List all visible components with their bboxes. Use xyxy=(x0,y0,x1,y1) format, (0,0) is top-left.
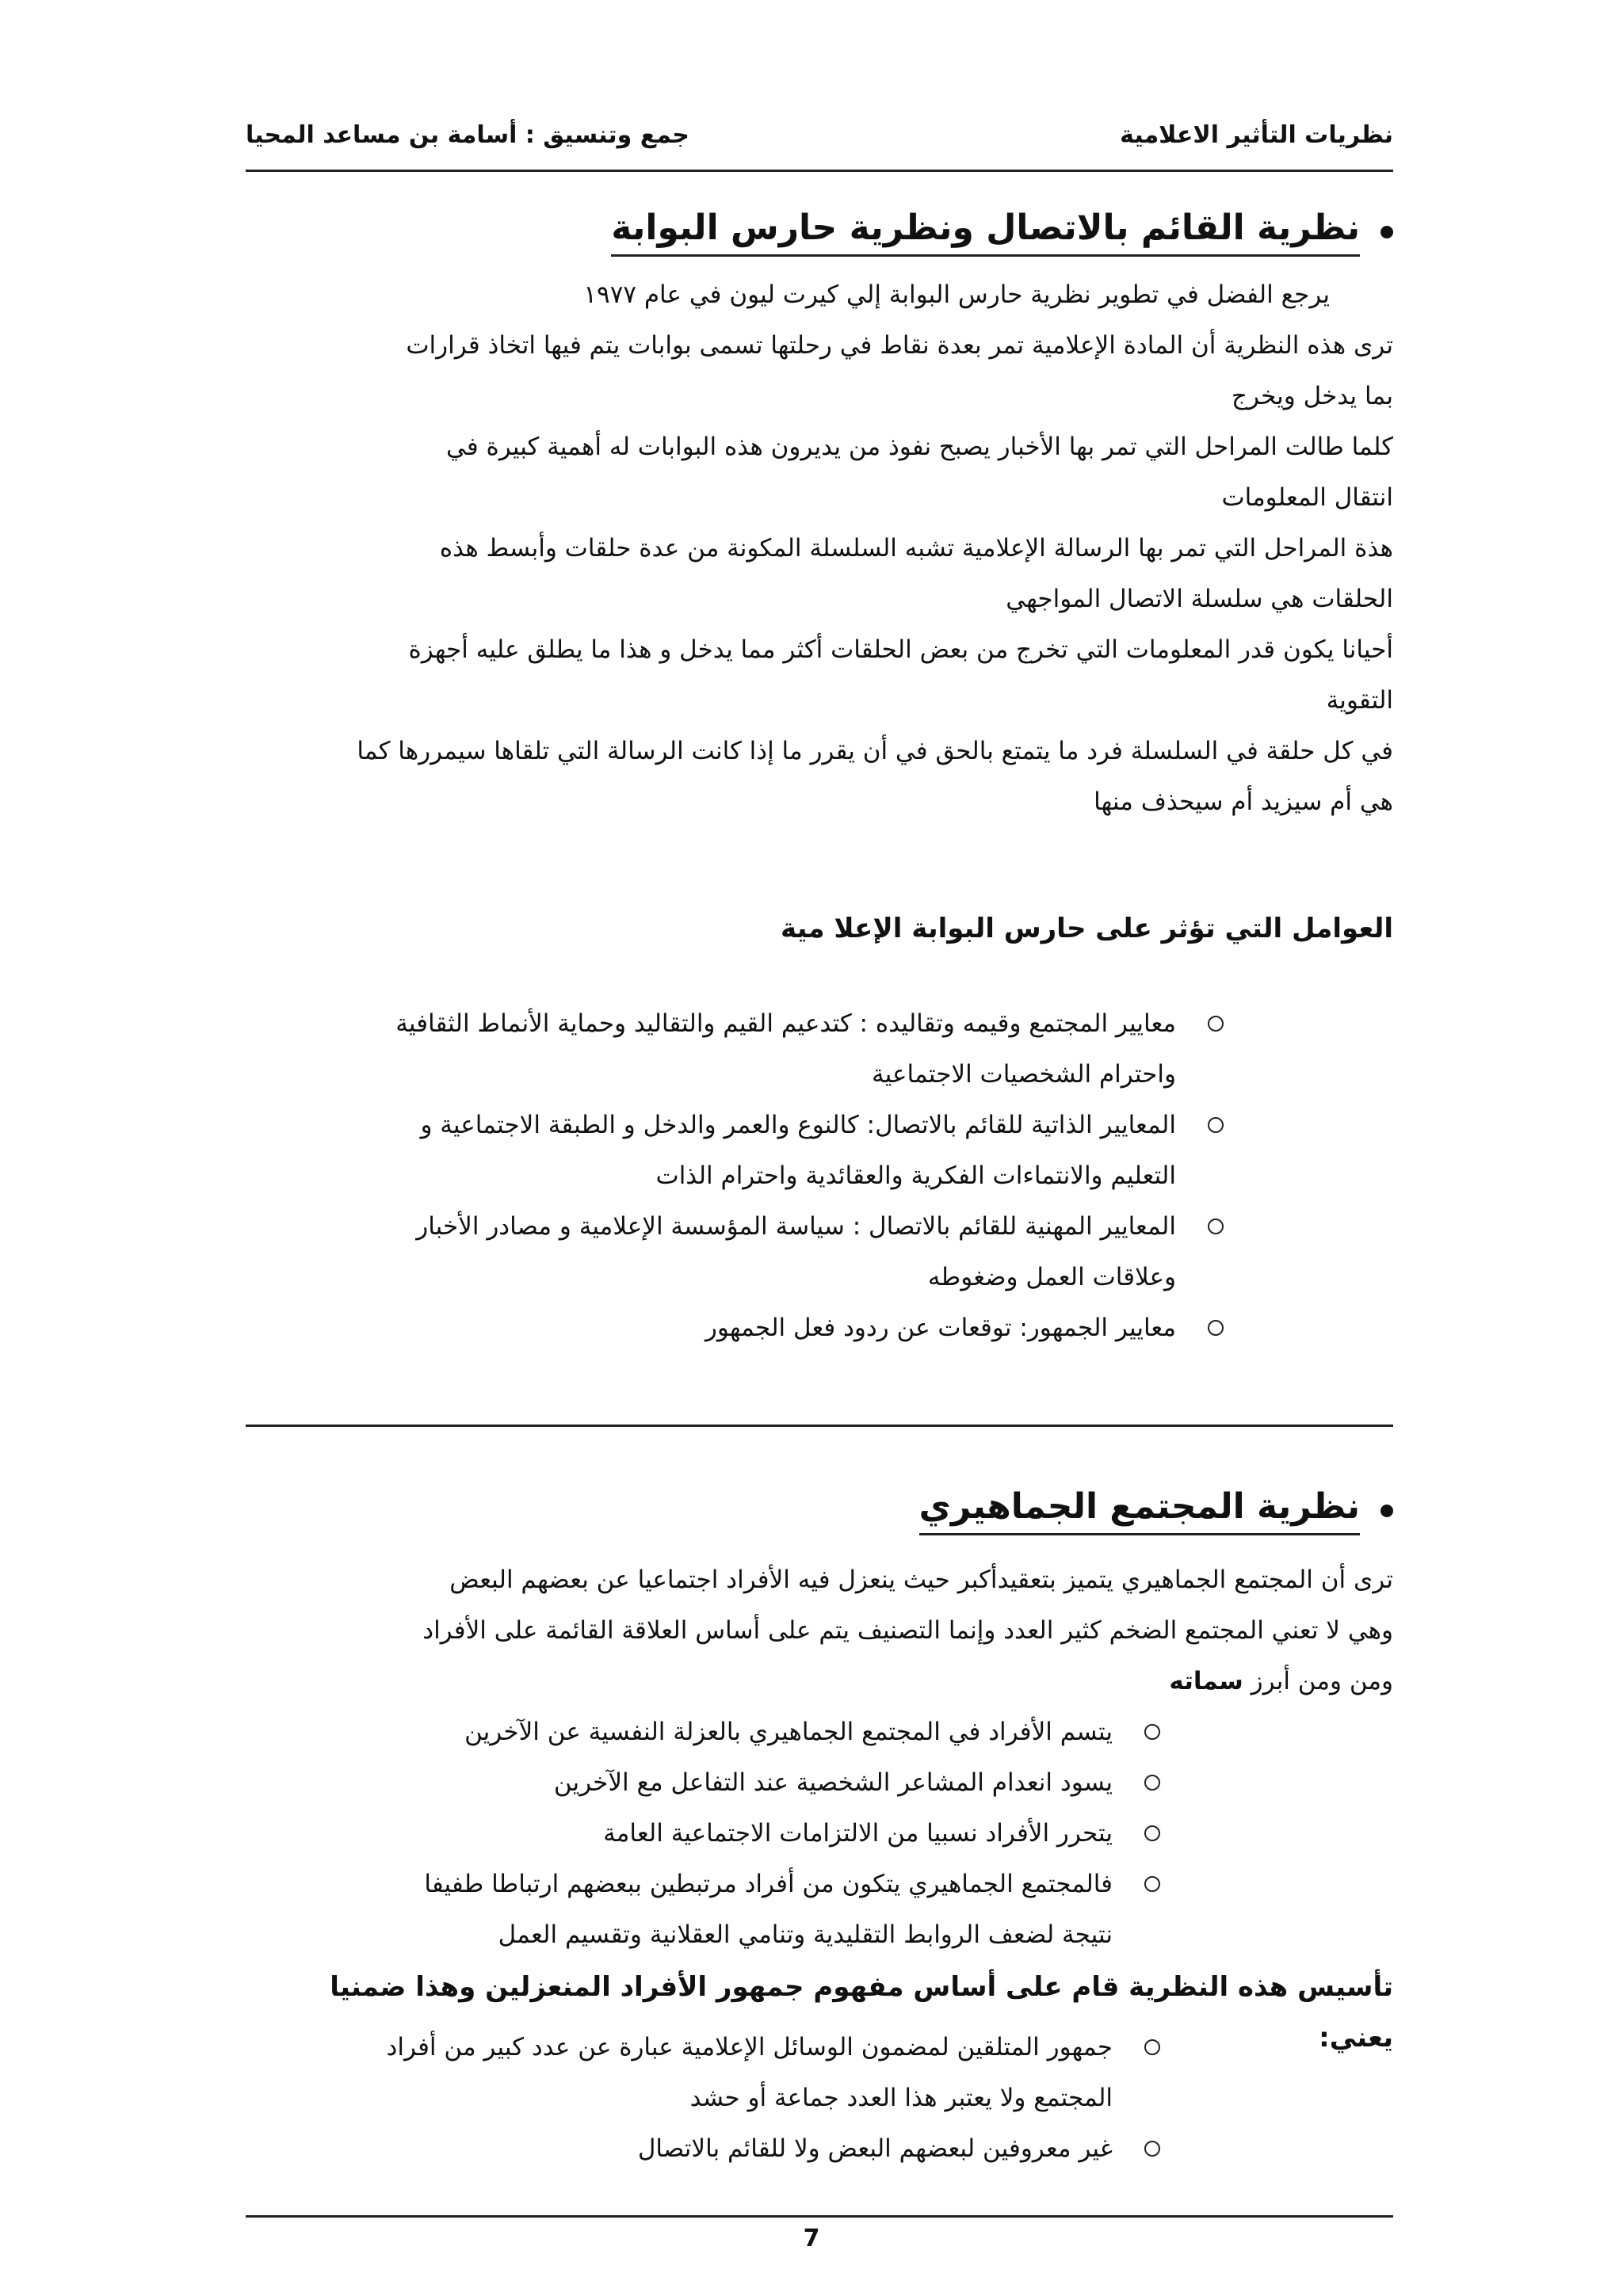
list-item-line1: المعايير الذاتية للقائم بالاتصال: كالنوع والعمر والدخل و الطبقة الاجتماعية و xyxy=(420,1111,1176,1139)
section2-heading xyxy=(919,1486,1393,1535)
bullet-icon xyxy=(1381,226,1393,238)
header-compiler: جمع وتنسيق : أسامة بن مساعد المحيا xyxy=(246,120,689,149)
list-item-line2: نتيجة لضعف الروابط التقليدية وتنامي العقلانية وتقسيم العمل xyxy=(498,1920,1113,1949)
list-item xyxy=(252,2123,1163,2174)
list-item xyxy=(252,1201,1227,1302)
list-item-line1: المعايير المهنية للقائم بالاتصال : سياسة المؤسسة الإعلامية و مصادر الأخبار xyxy=(416,1212,1176,1241)
list-item xyxy=(252,1100,1227,1201)
paragraph-line: التقوية xyxy=(1326,686,1393,715)
section1-body xyxy=(252,269,1393,827)
paragraph-line: كلما طالت المراحل التي تمر بها الأخبار يصبح نفوذ من يديرون هذه البوابات له أهمية كبيرة في xyxy=(445,433,1393,461)
circle-bullet-icon xyxy=(1144,2039,1160,2055)
section1-heading xyxy=(611,208,1393,257)
list-item-line2: التعليم والانتماءات الفكرية والعقائدية واحترام الذات xyxy=(655,1161,1176,1190)
paragraph-line: هذة المراحل التي تمر بها الرسالة الإعلامية تشبه السلسلة المكونة من عدة حلقات وأبسط هذه xyxy=(439,534,1393,563)
circle-bullet-icon xyxy=(1144,1724,1160,1740)
paragraph-line: هي أم سيزيد أم سيحذف منها xyxy=(1094,788,1393,816)
list-item-line1: جمهور المتلقين لمضمون الوسائل الإعلامية عبارة عن عدد كبير من أفراد xyxy=(386,2033,1113,2061)
footer-divider xyxy=(246,2215,1393,2218)
header-divider xyxy=(246,170,1393,172)
list-item xyxy=(252,1707,1163,1757)
list-item xyxy=(252,1808,1163,1859)
circle-bullet-icon xyxy=(1144,1775,1160,1791)
paragraph-line: وهي لا تعني المجتمع الضخم كثير العدد وإنما التصنيف يتم على أساس العلاقة القائمة على الأفراد xyxy=(422,1616,1393,1645)
page-number: 7 xyxy=(803,2225,820,2252)
section1-title: نظرية القائم بالاتصال ونظرية حارس البوابة xyxy=(611,208,1360,257)
page-header xyxy=(246,111,1393,158)
traits-intro-line xyxy=(252,1656,1393,1707)
paragraph-line: أحيانا يكون قدر المعلومات التي تخرج من بعض الحلقات أكثر مما يدخل و هذا ما يطلق عليه أجهزة xyxy=(408,635,1393,664)
section-divider xyxy=(246,1425,1393,1427)
list-item xyxy=(252,1859,1163,1960)
list-item-line2: واحترام الشخصيات الاجتماعية xyxy=(872,1060,1176,1089)
list-item-line1: غير معروفين لبعضهم البعض ولا للقائم بالاتصال xyxy=(637,2134,1113,2163)
list-item-line1: معايير المجتمع وقيمه وتقاليده : كتدعيم القيم والتقاليد وحماية الأنماط الثقافية xyxy=(395,1009,1176,1038)
section2-title: نظرية المجتمع الجماهيري xyxy=(919,1486,1360,1535)
circle-bullet-icon xyxy=(1208,1320,1224,1336)
header-book-title: نظريات التأثير الاعلامية xyxy=(1120,120,1393,149)
factors-heading: العوامل التي تؤثر على حارس البوابة الإعلا مية xyxy=(780,913,1393,944)
paragraph-line: يرجع الفضل في تطوير نظرية حارس البوابة إلي كيرت ليون في عام ١٩٧٧ xyxy=(583,280,1330,309)
paragraph-line: ترى أن المجتمع الجماهيري يتميز بتعقيدأكبر حيث ينعزل فيه الأفراد اجتماعيا عن بعضهم البعض xyxy=(449,1566,1393,1594)
list-item-line1: يتسم الأفراد في المجتمع الجماهيري بالعزلة النفسية عن الآخرين xyxy=(464,1718,1113,1746)
traits-bold-word: سماته xyxy=(1169,1667,1243,1695)
list-item-line1: معايير الجمهور: توقعات عن ردود فعل الجمهور xyxy=(705,1314,1176,1342)
circle-bullet-icon xyxy=(1208,1219,1224,1234)
paragraph-line: في كل حلقة في السلسلة فرد ما يتمتع بالحق في أن يقرر ما إذا كانت الرسالة التي تلقاها سيمررها كما xyxy=(357,737,1393,765)
circle-bullet-icon xyxy=(1144,2141,1160,2157)
circle-bullet-icon xyxy=(1144,1876,1160,1892)
list-item xyxy=(252,1302,1227,1353)
list-item-line1: يسود انعدام المشاعر الشخصية عند التفاعل مع الآخرين xyxy=(553,1768,1113,1797)
circle-bullet-icon xyxy=(1208,1016,1224,1032)
paragraph-line: ترى هذه النظرية أن المادة الإعلامية تمر بعدة نقاط في رحلتها تسمى بوابات يتم فيها اتخاذ قرارات xyxy=(406,331,1393,360)
paragraph-line: انتقال المعلومات xyxy=(1221,483,1393,512)
paragraph-line: بما يدخل ويخرج xyxy=(1232,382,1393,410)
paragraph-line: الحلقات هي سلسلة الاتصال المواجهي xyxy=(1006,585,1393,613)
list-item-line2: المجتمع ولا يعتبر هذا العدد جماعة أو حشد xyxy=(689,2084,1113,2112)
list-item-line1: يتحرر الأفراد نسبيا من الالتزامات الاجتماعية العامة xyxy=(603,1819,1113,1848)
list-item-line2: وعلاقات العمل وضغوطه xyxy=(927,1263,1176,1291)
list-item xyxy=(252,998,1227,1100)
traits-list xyxy=(252,1707,1163,1960)
foundation-heading: تأسيس هذه النظرية قام على أساس مفهوم جمهور الأفراد المنعزلين وهذا ضمنيا يعني: xyxy=(330,1971,1393,2054)
bullet-icon xyxy=(1381,1505,1393,1517)
factors-list xyxy=(252,998,1227,1353)
circle-bullet-icon xyxy=(1208,1117,1224,1133)
list-item xyxy=(252,1757,1163,1808)
section2-body xyxy=(252,1554,1393,1707)
traits-intro: ومن ومن أبرز xyxy=(1251,1667,1393,1695)
circle-bullet-icon xyxy=(1144,1825,1160,1841)
foundation-list xyxy=(252,2022,1163,2174)
list-item-line1: فالمجتمع الجماهيري يتكون من أفراد مرتبطين ببعضهم ارتباطا طفيفا xyxy=(424,1870,1113,1898)
list-item xyxy=(252,2022,1163,2123)
